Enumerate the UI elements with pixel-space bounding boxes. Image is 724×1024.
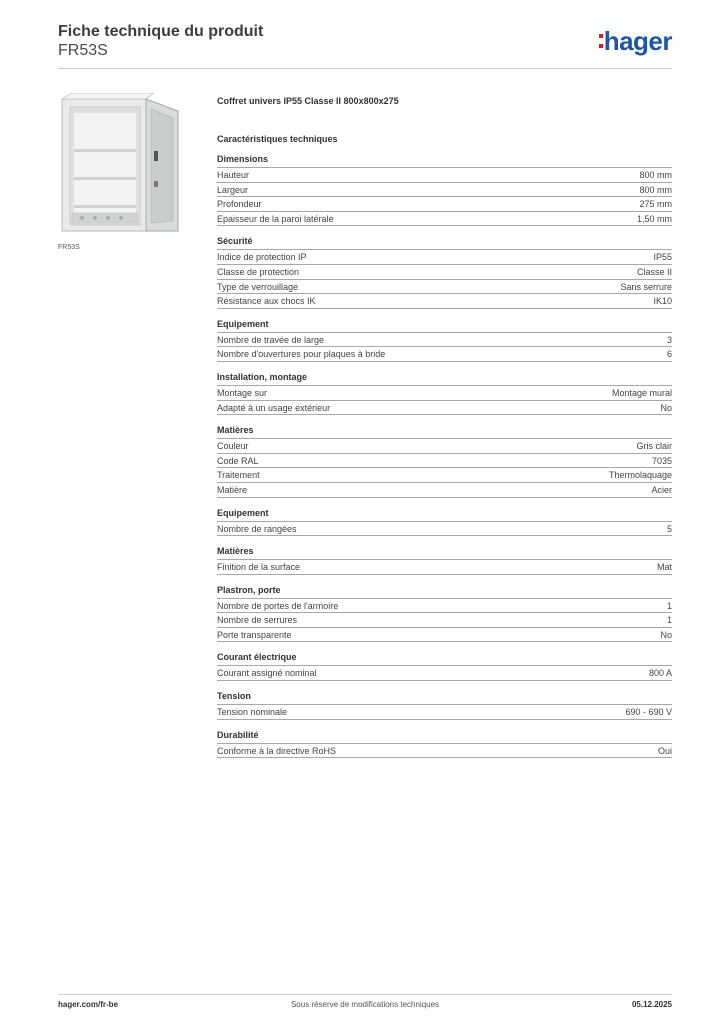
page-title: Fiche technique du produit: [58, 23, 264, 40]
spec-row: [217, 744, 672, 759]
spec-label: Porte transparente: [217, 629, 292, 640]
spec-row: [217, 197, 672, 212]
spec-value: Mat: [656, 562, 672, 573]
spec-row: [217, 280, 672, 295]
spec-value: 3: [666, 334, 672, 345]
spec-label: Nombre de serrures: [217, 615, 298, 626]
spec-label: Traitement: [217, 470, 260, 481]
spec-value: IK10: [653, 296, 672, 307]
spec-value: No: [660, 402, 672, 413]
spec-label: Nombre d'ouvertures pour plaques à bride: [217, 349, 386, 360]
product-reference: FR53S: [58, 42, 108, 59]
spec-group-title: Dimensions: [217, 154, 672, 168]
spec-value: Classe II: [636, 266, 672, 277]
footer-notice: Sous réserve de modifications techniques: [290, 1000, 440, 1009]
spec-label: Finition de la surface: [217, 562, 301, 573]
spec-groups: [217, 154, 672, 758]
spec-group-title: Tension: [217, 691, 672, 705]
spec-label: Nombre de travée de large: [217, 334, 325, 345]
spec-label: Nombre de portes de l'armoire: [217, 600, 339, 611]
footer-date: 05.12.2025: [631, 1000, 672, 1009]
spec-row: [217, 666, 672, 681]
spec-row: [217, 560, 672, 575]
spec-value: Sans serrure: [620, 281, 672, 292]
spec-label: Adapté à un usage extérieur: [217, 402, 331, 413]
image-caption: FR53S: [58, 244, 80, 251]
spec-group: [217, 585, 672, 643]
spec-group: [217, 691, 672, 720]
spec-value: 7035: [651, 455, 672, 466]
spec-row: [217, 522, 672, 537]
spec-value: 800 A: [648, 668, 672, 679]
spec-row: [217, 599, 672, 614]
spec-group-title: Courant électrique: [217, 652, 672, 666]
spec-group: [217, 546, 672, 575]
spec-value: 1: [666, 600, 672, 611]
spec-label: Tension nominale: [217, 707, 288, 718]
spec-label: Type de verrouillage: [217, 281, 299, 292]
spec-value: 800 mm: [639, 170, 672, 180]
spec-group-title: Equipement: [217, 319, 672, 333]
spec-group-title: Sécurité: [217, 236, 672, 250]
spec-label: Résistance aux chocs IK: [217, 296, 316, 307]
spec-group-title: Matières: [217, 425, 672, 439]
spec-label: Hauteur: [217, 170, 250, 180]
spec-content: [217, 96, 672, 768]
spec-row: [217, 294, 672, 309]
logo-colon-icon: [599, 28, 603, 52]
spec-group-title: Plastron, porte: [217, 585, 672, 599]
spec-group: [217, 154, 672, 226]
product-name: Coffret univers IP55 Classe II 800x800x275: [217, 96, 399, 106]
spec-label: Nombre de rangées: [217, 523, 297, 534]
spec-value: 275 mm: [639, 199, 672, 210]
spec-row: [217, 212, 672, 227]
spec-group-title: Installation, montage: [217, 372, 672, 386]
spec-row: [217, 265, 672, 280]
spec-value: Thermolaquage: [608, 470, 672, 481]
spec-value: 5: [666, 523, 672, 534]
spec-value: Oui: [657, 745, 672, 756]
spec-row: [217, 386, 672, 401]
spec-group-title: Equipement: [217, 508, 672, 522]
spec-label: Classe de protection: [217, 266, 300, 277]
spec-row: [217, 401, 672, 416]
spec-label: Indice de protection IP: [217, 252, 307, 263]
section-heading: Caractéristiques techniques: [217, 134, 338, 144]
spec-group: [217, 425, 672, 497]
page-header: [58, 22, 672, 70]
spec-group: [217, 236, 672, 308]
spec-group: [217, 652, 672, 681]
spec-row: [217, 454, 672, 469]
spec-label: Profondeur: [217, 199, 262, 210]
spec-value: IP55: [653, 252, 672, 263]
spec-label: Conforme à la directive RoHS: [217, 745, 337, 756]
spec-value: 6: [666, 349, 672, 360]
spec-label: Couleur: [217, 441, 249, 452]
spec-value: 800 mm: [639, 184, 672, 195]
spec-value: 1,50 mm: [636, 213, 672, 224]
spec-group-title: Durabilité: [217, 730, 672, 744]
spec-label: Courant assigné nominal: [217, 668, 317, 679]
spec-value: Montage mural: [611, 387, 672, 398]
footer-website: hager.com/fr-be: [58, 1000, 119, 1009]
spec-value: Acier: [651, 484, 672, 495]
spec-row: [217, 347, 672, 362]
hager-logo: [599, 28, 672, 54]
spec-label: Largeur: [217, 184, 249, 195]
spec-row: [217, 439, 672, 454]
spec-row: [217, 183, 672, 198]
spec-label: Epaisseur de la paroi latérale: [217, 213, 334, 224]
spec-row: [217, 483, 672, 498]
spec-value: No: [660, 629, 672, 640]
spec-row: [217, 168, 672, 183]
spec-value: Gris clair: [636, 441, 672, 452]
spec-group: [217, 372, 672, 415]
spec-group: [217, 508, 672, 537]
spec-row: [217, 468, 672, 483]
spec-row: [217, 333, 672, 348]
spec-label: Matière: [217, 484, 248, 495]
spec-row: [217, 628, 672, 643]
spec-row: [217, 705, 672, 720]
spec-value: 1: [666, 615, 672, 626]
product-image: [58, 93, 208, 238]
spec-value: 690 - 690 V: [625, 707, 672, 718]
spec-group-title: Matières: [217, 546, 672, 560]
spec-group: [217, 730, 672, 759]
page-footer: [58, 994, 672, 1015]
spec-row: [217, 613, 672, 628]
spec-label: Code RAL: [217, 455, 259, 466]
spec-row: [217, 250, 672, 265]
spec-label: Montage sur: [217, 387, 268, 398]
logo-text: hager: [603, 26, 672, 56]
header-divider: [58, 68, 672, 69]
spec-group: [217, 319, 672, 362]
